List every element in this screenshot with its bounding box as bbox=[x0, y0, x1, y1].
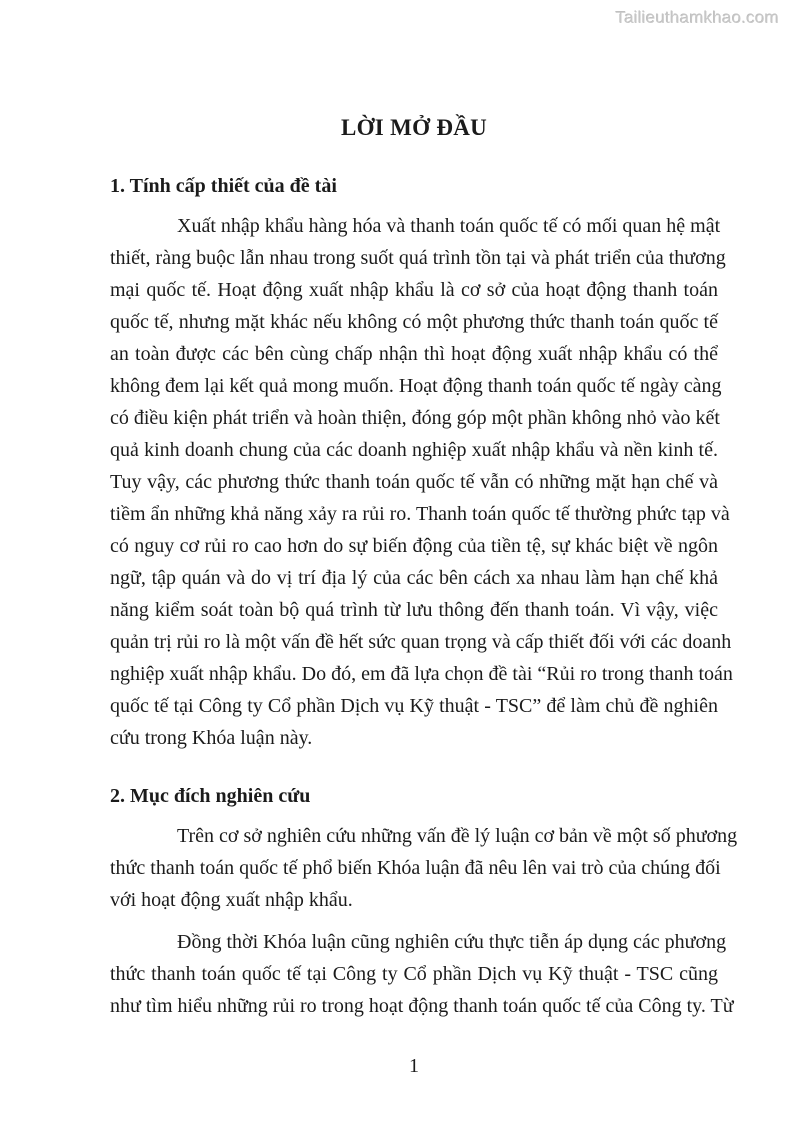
paragraph-line: cứu trong Khóa luận này. bbox=[110, 727, 313, 749]
paragraph-line: mại quốc tế. Hoạt động xuất nhập khẩu là cơ sở của hoạt động thanh toán bbox=[110, 279, 718, 301]
paragraph-line: với hoạt động xuất nhập khẩu. bbox=[110, 889, 353, 911]
paragraph-line: quốc tế tại Công ty Cổ phần Dịch vụ Kỹ thuật - TSC” để làm chủ đề nghiên bbox=[110, 695, 718, 717]
document-title: LỜI MỞ ĐẦU bbox=[340, 115, 488, 140]
paragraph-line: tiềm ẩn những khả năng xảy ra rủi ro. Thanh toán quốc tế thường phức tạp và bbox=[110, 503, 730, 525]
paragraph-line: năng kiểm soát toàn bộ quá trình từ lưu thông đến thanh toán. Vì vậy, việc bbox=[110, 599, 718, 621]
paragraph-line: Đồng thời Khóa luận cũng nghiên cứu thực tiễn áp dụng các phương bbox=[177, 931, 727, 953]
watermark: Tailieuthamkhao.com bbox=[615, 8, 779, 27]
paragraph-line: có nguy cơ rủi ro cao hơn do sự biến động của tiền tệ, sự khác biệt về ngôn bbox=[110, 535, 718, 557]
paragraph-line: Trên cơ sở nghiên cứu những vấn đề lý luận cơ bản về một số phương bbox=[177, 825, 738, 847]
paragraph bbox=[110, 210, 733, 754]
paragraph bbox=[110, 926, 734, 1022]
section-heading: 2. Mục đích nghiên cứu bbox=[110, 785, 311, 807]
document-content bbox=[110, 0, 738, 1022]
paragraph-line: như tìm hiểu những rủi ro trong hoạt động thanh toán quốc tế của Công ty. Từ bbox=[110, 995, 734, 1017]
section-heading: 1. Tính cấp thiết của đề tài bbox=[110, 175, 337, 197]
paragraph-line: Tuy vậy, các phương thức thanh toán quốc tế vẫn có những mặt hạn chế và bbox=[110, 471, 718, 493]
paragraph-line: ngữ, tập quán và do vị trí địa lý của các bên cách xa nhau làm hạn chế khả bbox=[110, 567, 718, 589]
paragraph-line: thiết, ràng buộc lẫn nhau trong suốt quá trình tồn tại và phát triển của thương bbox=[110, 247, 726, 269]
paragraph-line: thức thanh toán quốc tế tại Công ty Cổ phần Dịch vụ Kỹ thuật - TSC cũng bbox=[110, 963, 718, 985]
paragraph-line: thức thanh toán quốc tế phổ biến Khóa luận đã nêu lên vai trò của chúng đối bbox=[110, 857, 721, 879]
paragraph-line: quản trị rủi ro là một vấn đề hết sức quan trọng và cấp thiết đối với các doanh bbox=[110, 631, 732, 653]
paragraph-line: có điều kiện phát triển và hoàn thiện, đóng góp một phần không nhỏ vào kết bbox=[110, 407, 720, 429]
paragraph-line: không đem lại kết quả mong muốn. Hoạt động thanh toán quốc tế ngày càng bbox=[110, 375, 722, 397]
paragraph-line: quốc tế, nhưng mặt khác nếu không có một phương thức thanh toán quốc tế bbox=[110, 311, 718, 333]
paragraph-line: an toàn được các bên cùng chấp nhận thì hoạt động xuất nhập khẩu có thể bbox=[110, 343, 718, 365]
paragraph-line: Xuất nhập khẩu hàng hóa và thanh toán quốc tế có mối quan hệ mật bbox=[177, 215, 721, 237]
document-body bbox=[110, 170, 738, 1022]
page-number: 1 bbox=[409, 1055, 419, 1077]
paragraph-line: quả kinh doanh chung của các doanh nghiệp xuất nhập khẩu và nền kinh tế. bbox=[110, 439, 718, 461]
paragraph bbox=[110, 820, 738, 916]
paragraph-line: nghiệp xuất nhập khẩu. Do đó, em đã lựa chọn đề tài “Rủi ro trong thanh toán bbox=[110, 663, 733, 685]
